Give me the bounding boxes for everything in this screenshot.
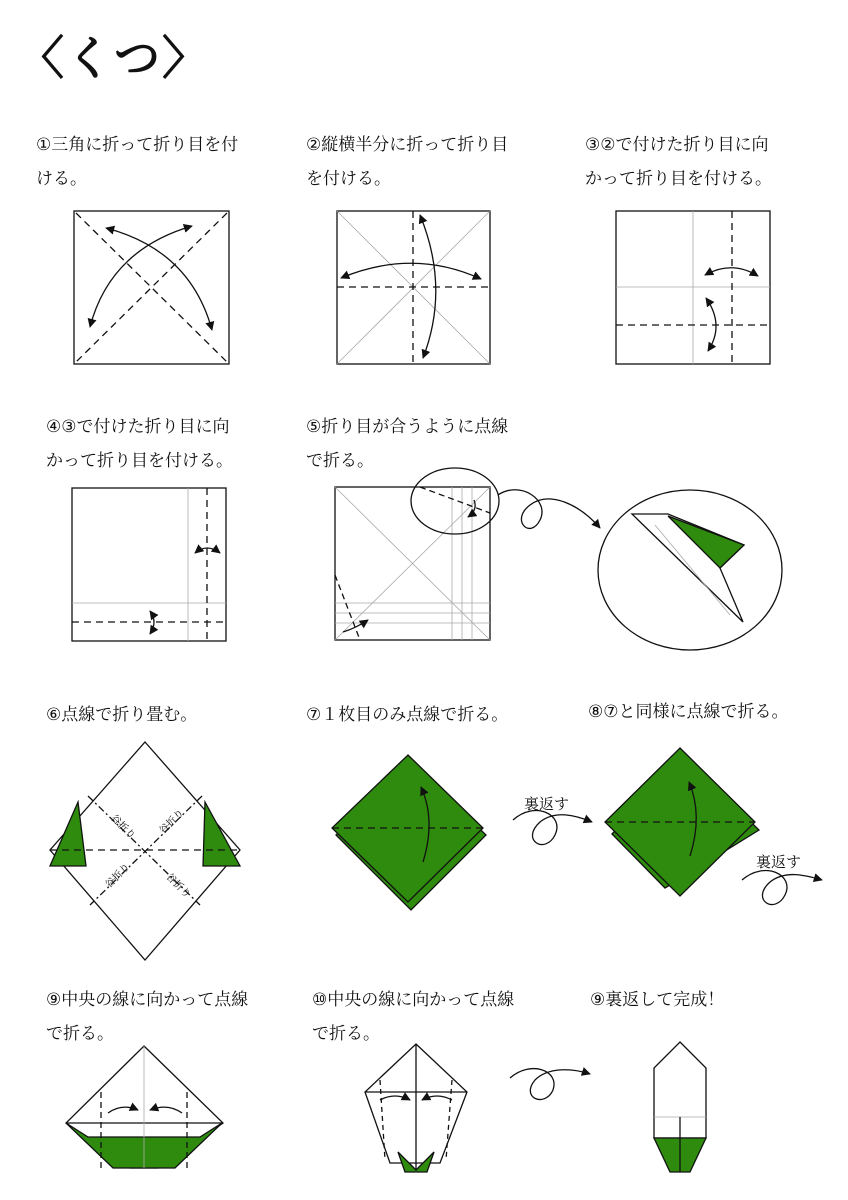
step-1-diagram bbox=[74, 211, 229, 364]
flip-label-2: 裏返す bbox=[756, 853, 802, 871]
step-4-diagram bbox=[72, 488, 226, 641]
page-title: 〈くつ〉 bbox=[18, 31, 210, 85]
step-5-diagram bbox=[335, 468, 782, 650]
step-1-caption: ①三角に折って折り目を付 ける。 bbox=[36, 135, 239, 189]
step-2-diagram bbox=[337, 211, 490, 364]
step-6-caption: ⑥点線で折り畳む。 bbox=[46, 705, 198, 725]
valley-label-1: 谷折り bbox=[108, 812, 138, 842]
step-10-diagram bbox=[365, 1044, 590, 1172]
step-2-caption: ②縦横半分に折って折り目 を付ける。 bbox=[306, 135, 509, 189]
step-11-caption: ⑨裏返して完成！ bbox=[590, 990, 725, 1010]
step-9-diagram bbox=[66, 1046, 223, 1170]
step-9-caption: ⑨中央の線に向かって点線 で折る。 bbox=[46, 990, 249, 1044]
valley-label-4: 谷折り bbox=[163, 871, 193, 901]
step-6-diagram bbox=[50, 742, 240, 960]
step-7-diagram bbox=[332, 755, 592, 910]
step-8-caption: ⑧⑦と同様に点線で折る。 bbox=[588, 702, 789, 722]
valley-label-2: 谷折り bbox=[157, 807, 187, 837]
step-10-caption: ⑩中央の線に向かって点線 で折る。 bbox=[312, 990, 515, 1044]
step-11-diagram bbox=[654, 1042, 706, 1172]
step-8-diagram bbox=[605, 748, 822, 905]
flip-label-1: 裏返す bbox=[524, 795, 570, 813]
step-7-caption: ⑦１枚目のみ点線で折る。 bbox=[306, 705, 509, 725]
step-4-caption: ④③で付けた折り目に向 かって折り目を付ける。 bbox=[46, 417, 233, 471]
step-3-diagram bbox=[616, 211, 770, 364]
step-3-caption: ③②で付けた折り目に向 かって折り目を付ける。 bbox=[585, 135, 772, 189]
step-5-caption: ⑤折り目が合うように点線 で折る。 bbox=[306, 417, 509, 471]
valley-label-3: 谷折り bbox=[103, 861, 133, 891]
